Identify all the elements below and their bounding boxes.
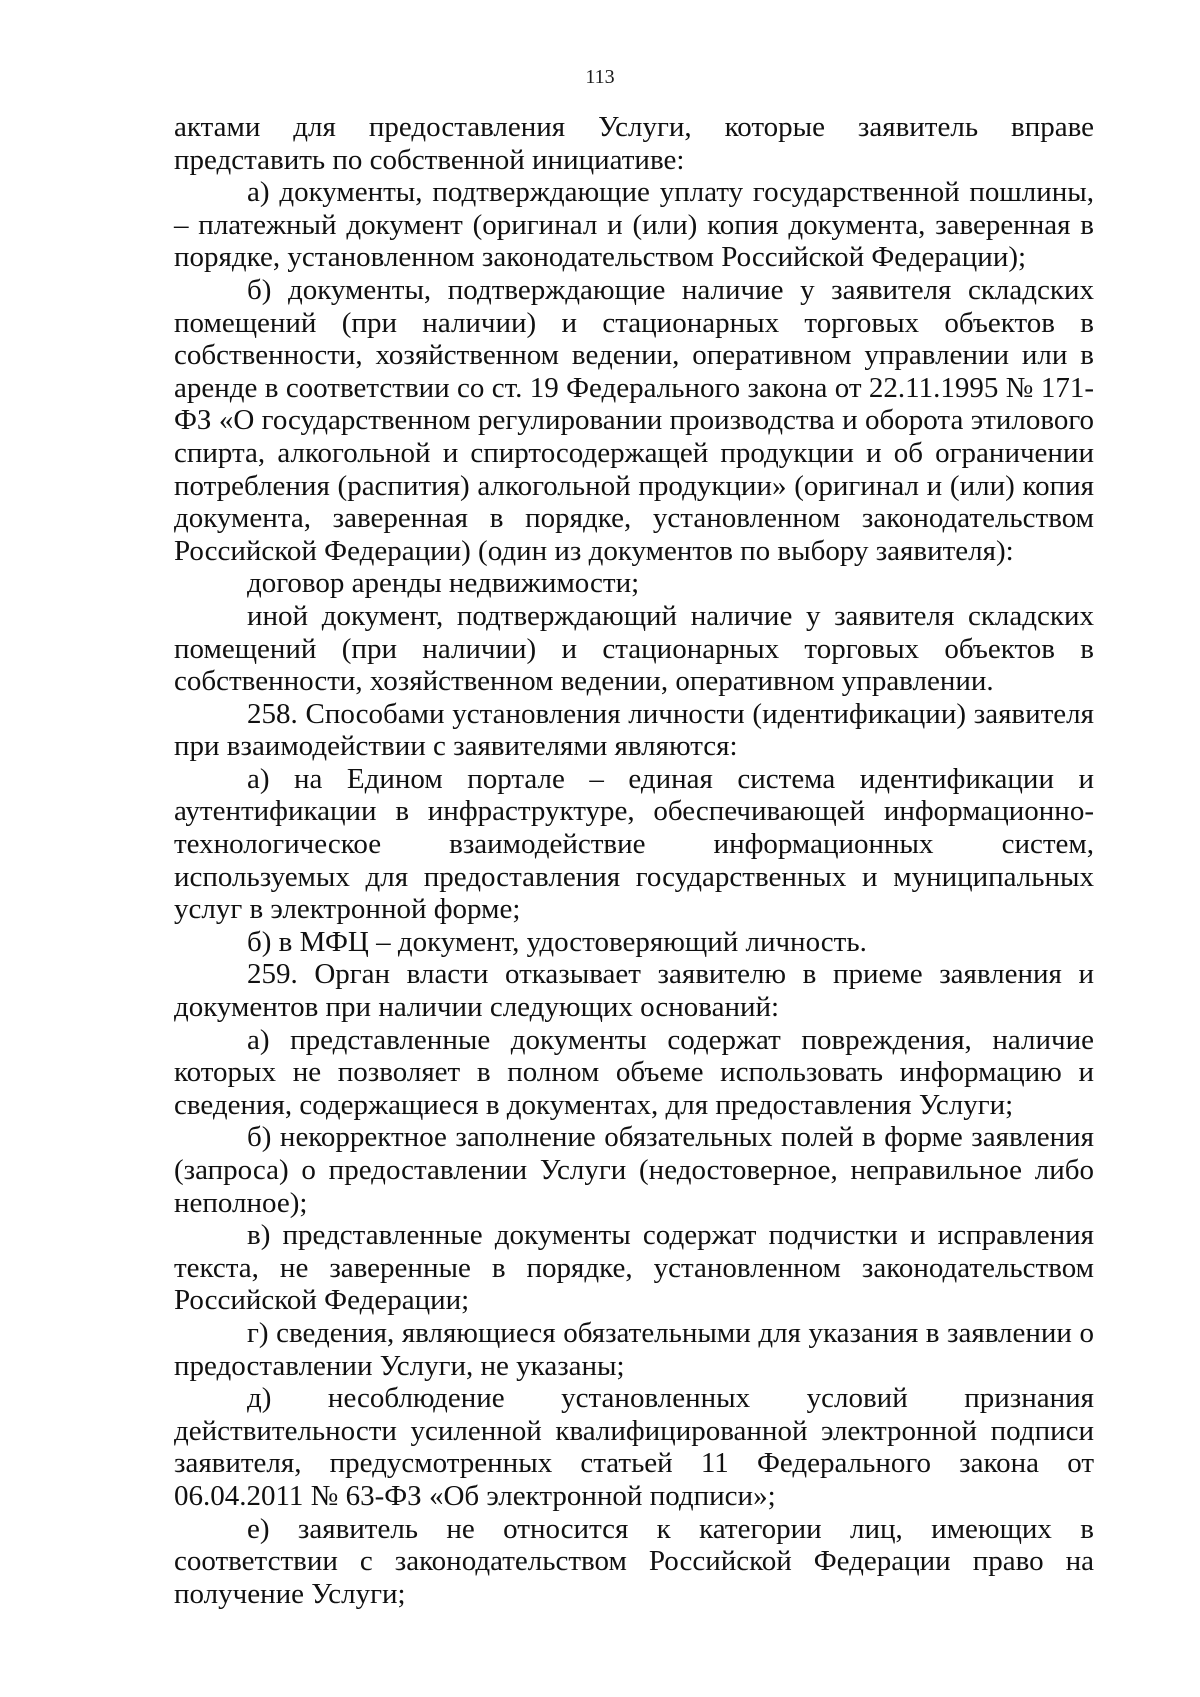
paragraph-258-item-b: б) в МФЦ – документ, удостоверяющий личность. xyxy=(247,925,867,958)
document-body xyxy=(174,111,1094,1610)
paragraph-259-item-v: в) представленные документы содержат подчистки и исправления текста, не заверенные в порядке, установленном законодательством Российской Федерации; xyxy=(174,1219,1094,1317)
paragraph-259-item-e: е) заявитель не относится к категории лиц, имеющих в соответствии с законодательством Российской Федерации право на получение Услуги; xyxy=(174,1512,1094,1610)
paragraph-item-b-warehouse-documents: б) документы, подтверждающие наличие у заявителя складских помещений (при наличии) и стационарных торговых объектов в собственности, хозяйственном ведении, оперативном управлении или в аренде в соответствии со ст. 19 Федерального закона от 22.11.1995 № 171-ФЗ «О государственном регулировании производства и оборота этилового спирта, алкогольной и спиртосодержащей продукции и об ограничении потребления (распития) алкогольной продукции» (оригинал и (или) копия документа, заверенная в порядке, установленном законодательством Российской Федерации) (один из документов по выбору заявителя): xyxy=(174,273,1094,567)
paragraph-259-item-a: а) представленные документы содержат повреждения, наличие которых не позволяет в полном объеме использовать информацию и сведения, содержащиеся в документах, для предоставления Услуги; xyxy=(174,1023,1094,1121)
paragraph-259-item-g: г) сведения, являющиеся обязательными для указания в заявлении о предоставлении Услуги, не указаны; xyxy=(174,1316,1094,1382)
paragraph-259-item-d: д) несоблюдение установленных условий признания действительности усиленной квалифицированной электронной подписи заявителя, предусмотренных статьей 11 Федерального закона от 06.04.2011 № 63-ФЗ «Об электронной подписи»; xyxy=(174,1382,1094,1512)
paragraph-259-refusal: 259. Орган власти отказывает заявителю в приеме заявления и документов при наличии следующих оснований: xyxy=(174,958,1094,1024)
paragraph-258-identification: 258. Способами установления личности (идентификации) заявителя при взаимодействии с заявителями являются: xyxy=(174,697,1094,763)
paragraph-258-item-a: а) на Едином портале – единая система идентификации и аутентификации в инфраструктуре, обеспечивающей информационно-технологическое взаимодействие информационных систем, используемых для предоставления государственных и муниципальных услуг в электронной форме; xyxy=(174,762,1094,926)
paragraph-item-a-state-fee: а) документы, подтверждающие уплату государственной пошлины, – платежный документ (оригинал и (или) копия документа, заверенная в порядке, установленном законодательством Российской Федерации); xyxy=(174,176,1094,274)
page-number: 113 xyxy=(585,66,615,88)
paragraph-continuation: актами для предоставления Услуги, которые заявитель вправе представить по собственной инициативе: xyxy=(174,111,1094,176)
paragraph-other-document: иной документ, подтверждающий наличие у заявителя складских помещений (при наличии) и стационарных торговых объектов в собственности, хозяйственном ведении, оперативном управлении. xyxy=(174,599,1094,698)
paragraph-259-item-b: б) некорректное заполнение обязательных полей в форме заявления (запроса) о предоставлении Услуги (недостоверное, неправильное либо неполное); xyxy=(174,1121,1094,1219)
paragraph-lease-agreement: договор аренды недвижимости; xyxy=(247,567,640,600)
